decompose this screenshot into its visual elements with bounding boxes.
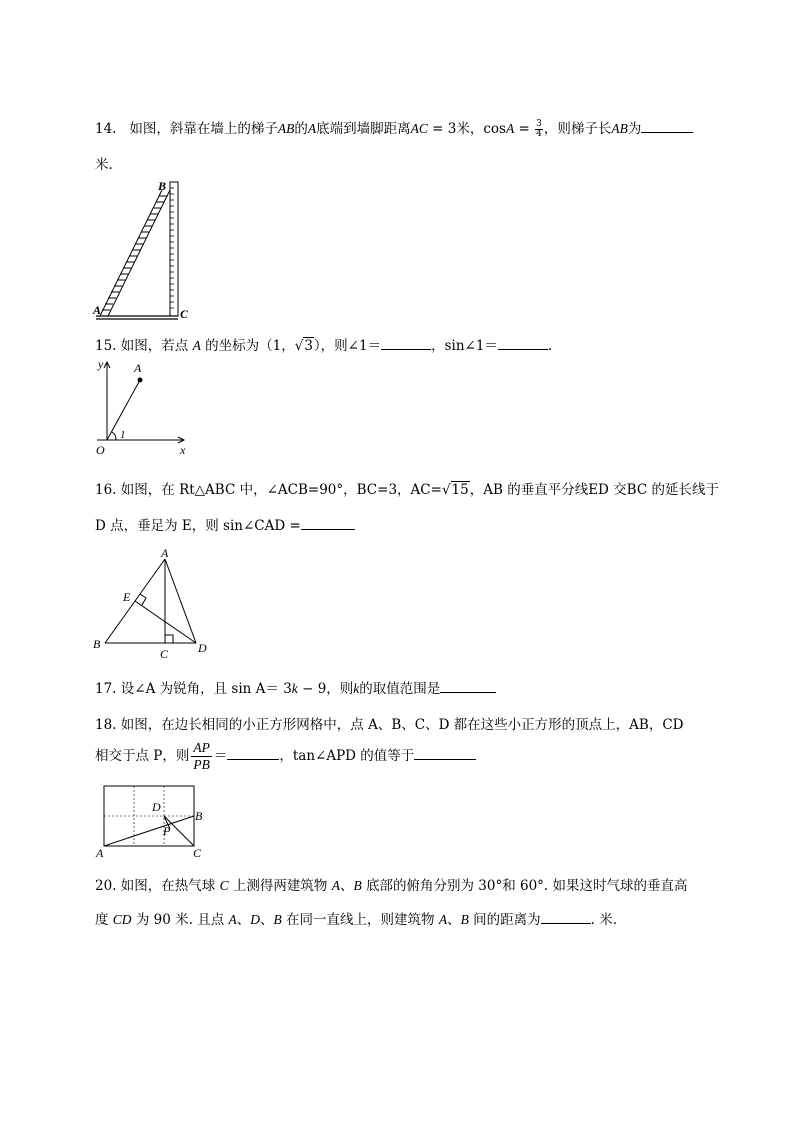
q14-cos: cos xyxy=(483,121,506,137)
q18-number: 18. xyxy=(95,717,117,733)
q20-sep-2: 、 xyxy=(236,912,251,928)
q18-fraction xyxy=(191,740,212,773)
q14-text-7: 米. xyxy=(95,157,113,173)
q20-sep-4: 、 xyxy=(447,912,461,928)
q15-number: 15. xyxy=(95,338,117,354)
q17-text-2: − 9，则 xyxy=(297,681,354,697)
q17-k-2: k xyxy=(353,681,360,696)
q20-text-4: 度 xyxy=(95,912,109,928)
q14-ground xyxy=(96,316,178,319)
q17-k: k xyxy=(291,681,298,696)
q14-text-3: 底端到墙脚距离 xyxy=(316,121,411,137)
q15-line-1 xyxy=(95,334,552,354)
q18-segment-ab xyxy=(104,816,194,846)
q15-label-o: O xyxy=(96,443,105,457)
q20-b-3: B xyxy=(460,912,469,927)
q16-sqrt-radicand: 15 xyxy=(451,482,469,498)
q14-text-4: = 3米， xyxy=(427,121,484,137)
q16-label-b: B xyxy=(93,637,101,651)
q16-triangle-figure xyxy=(90,545,220,660)
q20-text-5: 为 90 米. 且点 xyxy=(135,912,225,928)
q20-b: B xyxy=(353,878,362,893)
q20-a-2: A xyxy=(228,912,237,927)
q18-line-1 xyxy=(95,713,684,733)
q18-blank-ratio[interactable] xyxy=(227,747,279,760)
q15-text-5: . xyxy=(547,338,553,354)
q18-text-3: ＝ xyxy=(213,748,228,764)
q14-equals: = xyxy=(514,121,535,137)
q14-label-b: B xyxy=(158,179,167,193)
q16-side-ad xyxy=(165,559,196,643)
q14-frac-num: 3 xyxy=(536,119,542,129)
q14-answer-blank[interactable] xyxy=(641,120,693,133)
q15-text-3: ），则∠1＝ xyxy=(313,338,382,354)
q17-number: 17. xyxy=(95,681,117,697)
q14-number: 14. xyxy=(95,121,117,137)
q20-number: 20. xyxy=(95,878,117,894)
q15-label-x: x xyxy=(180,443,186,457)
q14-frac-den: 4 xyxy=(536,129,542,139)
q15-sqrt: √3 xyxy=(294,338,313,354)
q14-text-2: 的 xyxy=(294,121,308,137)
q20-b-2: B xyxy=(273,912,282,927)
q14-label-a: A xyxy=(93,303,102,317)
q14-ab: AB xyxy=(277,121,295,136)
q18-label-a: A xyxy=(96,846,104,860)
q18-grid-figure xyxy=(92,782,212,862)
q16-number: 16. xyxy=(95,482,117,498)
q17-text-1: 设∠A 为锐角，且 sin A＝ 3 xyxy=(120,681,292,697)
q15-label-angle-1: 1 xyxy=(120,429,126,441)
q20-line-2 xyxy=(95,908,617,928)
q15-text-1: 如图，若点 xyxy=(120,338,189,354)
q14-a: A xyxy=(307,121,317,136)
q15-label-a: A xyxy=(134,361,142,375)
q20-cd: CD xyxy=(112,912,132,927)
q15-coordinate-figure xyxy=(92,358,192,458)
q18-label-d: D xyxy=(152,800,161,814)
q18-label-p: P xyxy=(163,824,171,838)
q14-text-5: ，则梯子长 xyxy=(543,121,612,137)
q20-a-3: A xyxy=(438,912,448,927)
q14-text-1: 如图，斜靠在墙上的梯子 xyxy=(129,121,278,137)
q18-label-b: B xyxy=(195,809,203,823)
q15-a: A xyxy=(192,338,201,353)
q20-text-3: 底部的俯角分别为 30°和 60°. 如果这时气球的垂直高 xyxy=(365,878,688,894)
q20-a: A xyxy=(331,878,340,893)
q20-d-2: D xyxy=(250,912,260,927)
q18-frac-den: PB xyxy=(193,757,210,772)
q14-text-6: 为 xyxy=(627,121,642,137)
q16-sqrt: √15 xyxy=(441,482,469,498)
q17-answer-blank[interactable] xyxy=(440,680,496,693)
q20-text-7: 间的距离为 xyxy=(473,912,541,928)
q16-label-d: D xyxy=(198,641,207,655)
q20-text-1: 如图，在热气球 xyxy=(120,878,216,894)
q15-text-2: 的坐标为（1， xyxy=(205,338,295,354)
q14-line-2 xyxy=(95,153,113,173)
q14-fraction xyxy=(535,120,543,139)
q16-text-3: D 点，垂足为 E，则 sin∠CAD = xyxy=(95,518,301,534)
q16-text-1: 如图，在 Rt△ABC 中，∠ACB=90°，BC=3，AC= xyxy=(120,482,442,498)
q16-answer-blank[interactable] xyxy=(301,517,355,530)
q18-frac-num: AP xyxy=(193,740,210,755)
q20-line-1 xyxy=(95,874,688,894)
q14-cos-a: A xyxy=(505,121,515,136)
q18-text-1: 如图，在边长相同的小正方形网格中，点 A、B、C、D 都在这些小正方形的顶点上，AB，CD xyxy=(120,717,684,733)
q15-label-y: y xyxy=(98,357,104,371)
q18-grid-lines xyxy=(104,786,194,846)
q14-ab-2: AB xyxy=(611,121,628,136)
q20-text-8: . 米. xyxy=(590,912,618,928)
q16-label-e: E xyxy=(123,590,131,604)
q14-label-c: C xyxy=(180,307,189,321)
q16-label-a: A xyxy=(161,546,169,560)
q14-line-1 xyxy=(95,117,693,139)
q15-blank-sin[interactable] xyxy=(498,337,548,350)
q20-c: C xyxy=(219,878,229,893)
q14-ac: AC xyxy=(410,121,428,136)
q16-right-angle-c xyxy=(165,635,173,643)
q17-text-3: 的取值范围是 xyxy=(359,681,441,697)
q20-text-2: 上测得两建筑物 xyxy=(232,878,328,894)
q20-text-6: 在同一直线上，则建筑物 xyxy=(286,912,435,928)
q18-line-2 xyxy=(95,740,476,773)
q20-answer-blank[interactable] xyxy=(541,911,591,924)
q14-ladder xyxy=(100,190,170,316)
q18-blank-tan[interactable] xyxy=(414,747,476,760)
q16-label-c: C xyxy=(160,647,169,661)
q15-blank-angle[interactable] xyxy=(381,337,431,350)
q14-ladder-figure xyxy=(90,176,200,324)
q17-line-1 xyxy=(95,677,496,697)
q18-text-4: ，tan∠APD 的值等于 xyxy=(279,748,415,764)
q16-right-angle-e xyxy=(140,594,146,605)
q14-wall xyxy=(170,182,178,316)
q15-sqrt-radicand: 3 xyxy=(304,338,313,354)
q15-point-a xyxy=(138,378,143,383)
q18-label-c: C xyxy=(193,846,202,860)
q18-text-2: 相交于点 P，则 xyxy=(95,748,190,764)
q20-sep-3: 、 xyxy=(260,912,274,928)
q16-line-2 xyxy=(95,514,355,534)
q15-text-4: ，sin∠1＝ xyxy=(431,338,498,354)
q16-text-2: ，AB 的垂直平分线ED 交BC 的延长线于 xyxy=(469,482,719,498)
q20-sep-1: 、 xyxy=(339,878,354,894)
q16-line-1 xyxy=(95,478,719,498)
